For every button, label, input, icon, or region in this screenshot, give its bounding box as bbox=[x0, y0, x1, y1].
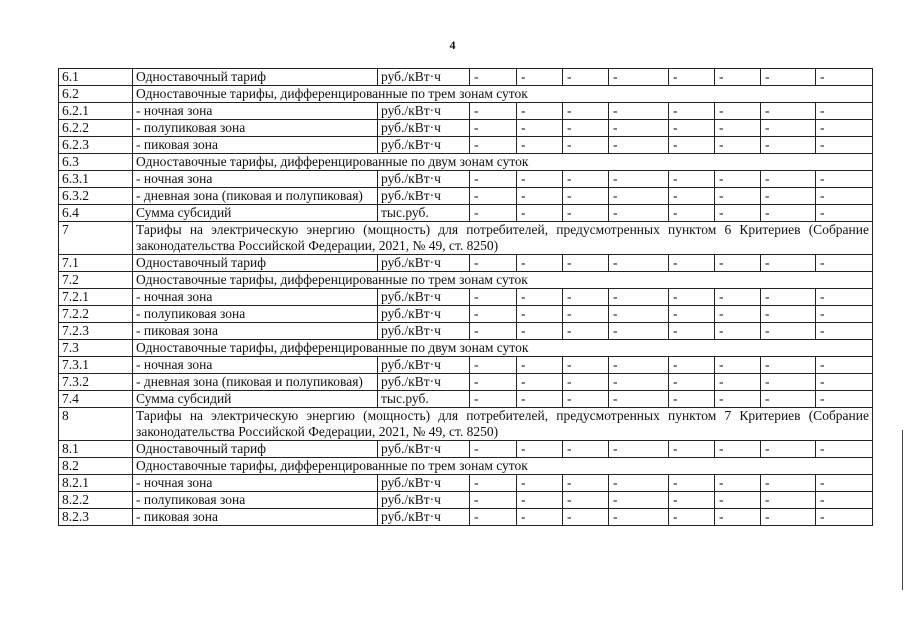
row-number: 8 bbox=[59, 408, 133, 441]
value-cell: - bbox=[563, 357, 609, 374]
value-cell: - bbox=[563, 306, 609, 323]
value-cell: - bbox=[517, 492, 563, 509]
row-number: 7.3.1 bbox=[59, 357, 133, 374]
row-number: 7 bbox=[59, 222, 133, 255]
value-cell: - bbox=[517, 323, 563, 340]
value-cell: - bbox=[816, 306, 873, 323]
row-name: - ночная зона bbox=[133, 289, 378, 306]
table-row bbox=[59, 492, 873, 509]
value-cell: - bbox=[761, 69, 816, 86]
value-cell: - bbox=[761, 391, 816, 408]
row-name: - пиковая зона bbox=[133, 509, 378, 526]
value-cell: - bbox=[669, 492, 715, 509]
unit-cell: руб./кВт·ч bbox=[378, 475, 470, 492]
unit-cell: руб./кВт·ч bbox=[378, 492, 470, 509]
value-cell: - bbox=[563, 255, 609, 272]
value-cell: - bbox=[517, 374, 563, 391]
value-cell: - bbox=[816, 137, 873, 154]
unit-cell: руб./кВт·ч bbox=[378, 255, 470, 272]
value-cell: - bbox=[517, 357, 563, 374]
value-cell: - bbox=[669, 255, 715, 272]
table-row bbox=[59, 255, 873, 272]
value-cell: - bbox=[816, 475, 873, 492]
value-cell: - bbox=[816, 289, 873, 306]
value-cell: - bbox=[563, 188, 609, 205]
value-cell: - bbox=[761, 103, 816, 120]
unit-cell: тыс.руб. bbox=[378, 205, 470, 222]
row-number: 8.2.3 bbox=[59, 509, 133, 526]
row-number: 7.3 bbox=[59, 340, 133, 357]
value-cell: - bbox=[609, 289, 669, 306]
value-cell: - bbox=[761, 255, 816, 272]
unit-cell: руб./кВт·ч bbox=[378, 103, 470, 120]
value-cell: - bbox=[715, 441, 761, 458]
value-cell: - bbox=[715, 188, 761, 205]
row-name: Одноставочные тарифы, дифференцированные по трем зонам суток bbox=[133, 272, 873, 289]
value-cell: - bbox=[761, 492, 816, 509]
value-cell: - bbox=[609, 323, 669, 340]
value-cell: - bbox=[816, 509, 873, 526]
value-cell: - bbox=[816, 391, 873, 408]
value-cell: - bbox=[470, 171, 517, 188]
value-cell: - bbox=[669, 137, 715, 154]
table-row bbox=[59, 171, 873, 188]
value-cell: - bbox=[761, 137, 816, 154]
value-cell: - bbox=[715, 137, 761, 154]
unit-cell: руб./кВт·ч bbox=[378, 323, 470, 340]
table-row bbox=[59, 475, 873, 492]
value-cell: - bbox=[715, 323, 761, 340]
row-name: Одноставочный тариф bbox=[133, 441, 378, 458]
value-cell: - bbox=[715, 205, 761, 222]
value-cell: - bbox=[816, 374, 873, 391]
row-name: - полупиковая зона bbox=[133, 492, 378, 509]
value-cell: - bbox=[563, 171, 609, 188]
value-cell: - bbox=[761, 171, 816, 188]
unit-cell: руб./кВт·ч bbox=[378, 171, 470, 188]
value-cell: - bbox=[715, 171, 761, 188]
table-row bbox=[59, 509, 873, 526]
unit-cell: тыс.руб. bbox=[378, 391, 470, 408]
row-name: Одноставочный тариф bbox=[133, 69, 378, 86]
value-cell: - bbox=[816, 103, 873, 120]
value-cell: - bbox=[517, 255, 563, 272]
value-cell: - bbox=[669, 306, 715, 323]
value-cell: - bbox=[470, 357, 517, 374]
value-cell: - bbox=[470, 441, 517, 458]
value-cell: - bbox=[715, 289, 761, 306]
value-cell: - bbox=[715, 306, 761, 323]
value-cell: - bbox=[816, 171, 873, 188]
row-number: 8.2.1 bbox=[59, 475, 133, 492]
unit-cell: руб./кВт·ч bbox=[378, 137, 470, 154]
row-number: 6.3.2 bbox=[59, 188, 133, 205]
value-cell: - bbox=[517, 509, 563, 526]
value-cell: - bbox=[517, 69, 563, 86]
row-number: 8.2.2 bbox=[59, 492, 133, 509]
row-number: 6.1 bbox=[59, 69, 133, 86]
table-row bbox=[59, 120, 873, 137]
row-name: Одноставочные тарифы, дифференцированные по трем зонам суток bbox=[133, 458, 873, 475]
table-row bbox=[59, 289, 873, 306]
value-cell: - bbox=[609, 509, 669, 526]
value-cell: - bbox=[563, 475, 609, 492]
value-cell: - bbox=[761, 205, 816, 222]
table-row bbox=[59, 272, 873, 289]
value-cell: - bbox=[563, 323, 609, 340]
value-cell: - bbox=[816, 357, 873, 374]
table-row bbox=[59, 86, 873, 103]
value-cell: - bbox=[470, 492, 517, 509]
value-cell: - bbox=[517, 306, 563, 323]
row-name: - пиковая зона bbox=[133, 137, 378, 154]
value-cell: - bbox=[761, 323, 816, 340]
row-name: - полупиковая зона bbox=[133, 120, 378, 137]
value-cell: - bbox=[563, 69, 609, 86]
value-cell: - bbox=[517, 391, 563, 408]
unit-cell: руб./кВт·ч bbox=[378, 306, 470, 323]
value-cell: - bbox=[609, 475, 669, 492]
row-name: Одноставочные тарифы, дифференцированные по двум зонам суток bbox=[133, 340, 873, 357]
table-row bbox=[59, 391, 873, 408]
value-cell: - bbox=[816, 205, 873, 222]
value-cell: - bbox=[669, 289, 715, 306]
row-number: 7.1 bbox=[59, 255, 133, 272]
value-cell: - bbox=[563, 120, 609, 137]
value-cell: - bbox=[609, 120, 669, 137]
row-name: - дневная зона (пиковая и полупиковая) bbox=[133, 188, 378, 205]
unit-cell: руб./кВт·ч bbox=[378, 441, 470, 458]
value-cell: - bbox=[517, 171, 563, 188]
table-row bbox=[59, 188, 873, 205]
value-cell: - bbox=[816, 120, 873, 137]
value-cell: - bbox=[609, 441, 669, 458]
row-name: Одноставочные тарифы, дифференцированные по трем зонам суток bbox=[133, 86, 873, 103]
value-cell: - bbox=[816, 492, 873, 509]
value-cell: - bbox=[609, 188, 669, 205]
row-name: Тарифы на электрическую энергию (мощность) для потребителей, предусмотренных пунктом 6 Критериев (Собрание законодательства Российской Федерации, 2021, № 49, ст. 8250) bbox=[133, 222, 873, 255]
value-cell: - bbox=[715, 475, 761, 492]
value-cell: - bbox=[669, 441, 715, 458]
row-number: 7.2 bbox=[59, 272, 133, 289]
value-cell: - bbox=[715, 255, 761, 272]
table-row bbox=[59, 154, 873, 171]
value-cell: - bbox=[609, 306, 669, 323]
unit-cell: руб./кВт·ч bbox=[378, 188, 470, 205]
value-cell: - bbox=[669, 509, 715, 526]
row-name: - ночная зона bbox=[133, 357, 378, 374]
value-cell: - bbox=[517, 441, 563, 458]
value-cell: - bbox=[609, 255, 669, 272]
value-cell: - bbox=[470, 289, 517, 306]
row-number: 7.4 bbox=[59, 391, 133, 408]
value-cell: - bbox=[470, 69, 517, 86]
value-cell: - bbox=[609, 357, 669, 374]
value-cell: - bbox=[669, 188, 715, 205]
value-cell: - bbox=[669, 357, 715, 374]
value-cell: - bbox=[669, 103, 715, 120]
value-cell: - bbox=[609, 137, 669, 154]
value-cell: - bbox=[470, 103, 517, 120]
table-row bbox=[59, 137, 873, 154]
row-name: - пиковая зона bbox=[133, 323, 378, 340]
row-number: 6.3 bbox=[59, 154, 133, 171]
value-cell: - bbox=[761, 188, 816, 205]
table-row bbox=[59, 323, 873, 340]
value-cell: - bbox=[761, 475, 816, 492]
value-cell: - bbox=[470, 188, 517, 205]
value-cell: - bbox=[563, 391, 609, 408]
value-cell: - bbox=[669, 205, 715, 222]
value-cell: - bbox=[669, 374, 715, 391]
value-cell: - bbox=[517, 475, 563, 492]
value-cell: - bbox=[609, 205, 669, 222]
value-cell: - bbox=[761, 357, 816, 374]
value-cell: - bbox=[609, 492, 669, 509]
value-cell: - bbox=[816, 323, 873, 340]
row-name: Сумма субсидий bbox=[133, 205, 378, 222]
table-row bbox=[59, 441, 873, 458]
unit-cell: руб./кВт·ч bbox=[378, 289, 470, 306]
value-cell: - bbox=[609, 391, 669, 408]
table-row bbox=[59, 458, 873, 475]
row-number: 6.2 bbox=[59, 86, 133, 103]
value-cell: - bbox=[715, 492, 761, 509]
value-cell: - bbox=[563, 441, 609, 458]
value-cell: - bbox=[517, 120, 563, 137]
value-cell: - bbox=[470, 205, 517, 222]
value-cell: - bbox=[669, 171, 715, 188]
tariff-table bbox=[58, 68, 873, 526]
value-cell: - bbox=[563, 374, 609, 391]
row-number: 8.1 bbox=[59, 441, 133, 458]
value-cell: - bbox=[715, 103, 761, 120]
value-cell: - bbox=[761, 120, 816, 137]
value-cell: - bbox=[715, 374, 761, 391]
table-row bbox=[59, 306, 873, 323]
unit-cell: руб./кВт·ч bbox=[378, 374, 470, 391]
row-name: - ночная зона bbox=[133, 475, 378, 492]
row-name: - ночная зона bbox=[133, 103, 378, 120]
row-name: Одноставочные тарифы, дифференцированные по двум зонам суток bbox=[133, 154, 873, 171]
value-cell: - bbox=[761, 441, 816, 458]
value-cell: - bbox=[669, 323, 715, 340]
value-cell: - bbox=[816, 188, 873, 205]
value-cell: - bbox=[715, 509, 761, 526]
value-cell: - bbox=[761, 509, 816, 526]
value-cell: - bbox=[816, 69, 873, 86]
value-cell: - bbox=[609, 171, 669, 188]
row-number: 7.2.2 bbox=[59, 306, 133, 323]
scan-edge-mark bbox=[902, 430, 903, 590]
value-cell: - bbox=[669, 120, 715, 137]
row-number: 8.2 bbox=[59, 458, 133, 475]
value-cell: - bbox=[470, 475, 517, 492]
unit-cell: руб./кВт·ч bbox=[378, 120, 470, 137]
unit-cell: руб./кВт·ч bbox=[378, 509, 470, 526]
value-cell: - bbox=[517, 103, 563, 120]
row-name: Одноставочный тариф bbox=[133, 255, 378, 272]
value-cell: - bbox=[715, 357, 761, 374]
table-row bbox=[59, 222, 873, 255]
row-number: 7.2.3 bbox=[59, 323, 133, 340]
value-cell: - bbox=[816, 441, 873, 458]
value-cell: - bbox=[816, 255, 873, 272]
table-row bbox=[59, 205, 873, 222]
row-number: 6.2.2 bbox=[59, 120, 133, 137]
table-row bbox=[59, 103, 873, 120]
table-row bbox=[59, 357, 873, 374]
value-cell: - bbox=[609, 374, 669, 391]
row-number: 7.3.2 bbox=[59, 374, 133, 391]
value-cell: - bbox=[563, 103, 609, 120]
table-body bbox=[59, 69, 873, 526]
row-number: 6.3.1 bbox=[59, 171, 133, 188]
value-cell: - bbox=[470, 255, 517, 272]
value-cell: - bbox=[669, 69, 715, 86]
value-cell: - bbox=[563, 492, 609, 509]
value-cell: - bbox=[715, 391, 761, 408]
unit-cell: руб./кВт·ч bbox=[378, 357, 470, 374]
value-cell: - bbox=[470, 391, 517, 408]
value-cell: - bbox=[470, 374, 517, 391]
value-cell: - bbox=[563, 289, 609, 306]
value-cell: - bbox=[517, 188, 563, 205]
row-name: - дневная зона (пиковая и полупиковая) bbox=[133, 374, 378, 391]
row-name: Тарифы на электрическую энергию (мощность) для потребителей, предусмотренных пунктом 7 Критериев (Собрание законодательства Российской Федерации, 2021, № 49, ст. 8250) bbox=[133, 408, 873, 441]
value-cell: - bbox=[761, 374, 816, 391]
value-cell: - bbox=[563, 509, 609, 526]
value-cell: - bbox=[715, 69, 761, 86]
value-cell: - bbox=[470, 120, 517, 137]
row-name: - полупиковая зона bbox=[133, 306, 378, 323]
row-number: 6.2.3 bbox=[59, 137, 133, 154]
table-row bbox=[59, 408, 873, 441]
value-cell: - bbox=[470, 323, 517, 340]
value-cell: - bbox=[470, 137, 517, 154]
value-cell: - bbox=[470, 306, 517, 323]
value-cell: - bbox=[761, 289, 816, 306]
value-cell: - bbox=[517, 289, 563, 306]
row-number: 7.2.1 bbox=[59, 289, 133, 306]
page-number: 4 bbox=[449, 38, 456, 52]
value-cell: - bbox=[669, 391, 715, 408]
row-number: 6.2.1 bbox=[59, 103, 133, 120]
table-row bbox=[59, 340, 873, 357]
value-cell: - bbox=[715, 120, 761, 137]
value-cell: - bbox=[609, 103, 669, 120]
row-name: - ночная зона bbox=[133, 171, 378, 188]
value-cell: - bbox=[669, 475, 715, 492]
unit-cell: руб./кВт·ч bbox=[378, 69, 470, 86]
table-row bbox=[59, 69, 873, 86]
value-cell: - bbox=[470, 509, 517, 526]
row-number: 6.4 bbox=[59, 205, 133, 222]
value-cell: - bbox=[563, 137, 609, 154]
value-cell: - bbox=[517, 205, 563, 222]
table-row bbox=[59, 374, 873, 391]
value-cell: - bbox=[563, 205, 609, 222]
row-name: Сумма субсидий bbox=[133, 391, 378, 408]
value-cell: - bbox=[609, 69, 669, 86]
value-cell: - bbox=[517, 137, 563, 154]
value-cell: - bbox=[761, 306, 816, 323]
